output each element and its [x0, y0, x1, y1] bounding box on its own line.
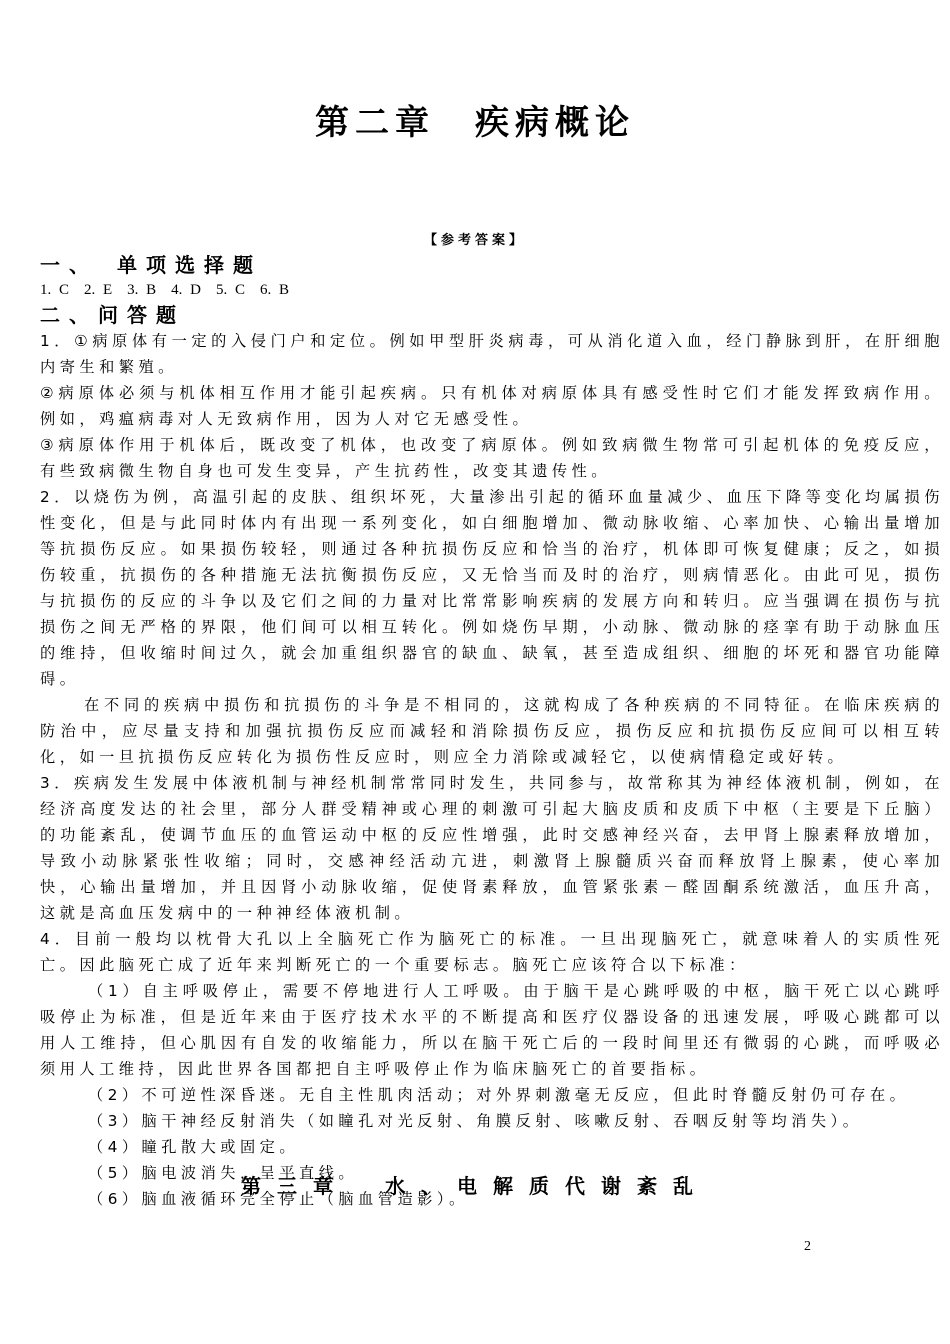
answer-paragraph: ③病原体作用于机体后，既改变了机体，也改变了病原体。例如致病微生物常可引起机体的免疫反应，有些致病微生物自身也可发生变异，产生抗药性，改变其遗传性。: [40, 436, 944, 480]
section-heading-single-choice: 一、 单项选择题: [40, 253, 262, 277]
criteria-item: （4）瞳孔散大或固定。: [88, 1138, 300, 1156]
criteria-item: （1）自主呼吸停止，需要不停地进行人工呼吸。由于脑干是心跳呼吸的中枢，脑干死亡以心跳呼吸停止为标准，但是近年来由于医疗技术水平的不断提高和医疗仪器设备的迅速发展，呼吸心跳都可以用人工维持，但心肌因有自发的收缩能力，所以在脑干死亡后的一段时间里还有微弱的心跳，而呼吸必须用人工维持，因此世界各国都把自主呼吸停止作为临床脑死亡的首要指标。: [40, 982, 944, 1078]
criteria-item: （5）脑电波消失，呈平直线。: [88, 1164, 359, 1182]
answer-paragraph: 3．疾病发生发展中体液机制与神经机制常常同时发生，共同参与，故常称其为神经体液机制，例如，在经济高度发达的社会里，部分人群受精神或心理的刺激可引起大脑皮质和皮质下中枢（主要是下丘脑）的功能紊乱，使调节血压的血管运动中枢的反应性增强，此时交感神经兴奋，去甲肾上腺素释放增加，导致小动脉紧张性收缩；同时，交感神经活动亢进，刺激肾上腺髓质兴奋而释放肾上腺素，使心率加快，心输出量增加，并且因肾小动脉收缩，促使肾素释放，血管紧张素－醛固酮系统激活，血压升高，这就是高血压发病中的一种神经体液机制。: [40, 774, 944, 922]
criteria-item: （2）不可逆性深昏迷。无自主性肌肉活动；对外界刺激毫无反应，但此时脊髓反射仍可存在。: [88, 1086, 910, 1104]
single-choice-answers: 1. C 2. E 3. B 4. D 5. C 6. B: [40, 282, 290, 298]
criteria-item: （3）脑干神经反射消失（如瞳孔对光反射、角膜反射、咳嗽反射、吞咽反射等均消失）。: [88, 1112, 863, 1130]
next-chapter-title: 第三章 水、电解质代谢紊乱: [241, 1174, 709, 1198]
page-number: 2: [804, 1239, 811, 1254]
answer-paragraph: 1．①病原体有一定的入侵门户和定位。例如甲型肝炎病毒，可从消化道入血，经门静脉到肝，在肝细胞内寄生和繁殖。: [40, 332, 944, 376]
answer-paragraph: 2．以烧伤为例，高温引起的皮肤、组织坏死，大量渗出引起的循环血量减少、血压下降等变化均属损伤性变化，但是与此同时体内有出现一系列变化，如白细胞增加、微动脉收缩、心率加快、心输出量增加等抗损伤反应。如果损伤较轻，则通过各种抗损伤反应和恰当的治疗，机体即可恢复健康；反之，如损伤较重，抗损伤的各种措施无法抗衡损伤反应，又无恰当而及时的治疗，则病情恶化。由此可见，损伤与抗损伤的反应的斗争以及它们之间的力量对比常常影响疾病的发展方向和转归。应当强调在损伤与抗损伤之间无严格的界限，他们间可以相互转化。例如烧伤早期，小动脉、微动脉的痉挛有助于动脉血压的维持，但收缩时间过久，就会加重组织器官的缺血、缺氧，甚至造成组织、细胞的坏死和器官功能障碍。: [40, 488, 944, 688]
answer-paragraph: 4．目前一般均以枕骨大孔以上全脑死亡作为脑死亡的标准。一旦出现脑死亡，就意味着人的实质性死亡。因此脑死亡成了近年来判断死亡的一个重要标志。脑死亡应该符合以下标准：: [40, 930, 944, 974]
reference-answer-heading: 【参考答案】: [423, 233, 526, 248]
answer-body: [40, 328, 944, 1212]
section-heading-questions: 二、问答题: [40, 303, 185, 327]
criteria-item: （6）脑血液循环完全停止（脑血管造影）。: [88, 1190, 469, 1208]
answer-paragraph: 在不同的疾病中损伤和抗损伤的斗争是不相同的，这就构成了各种疾病的不同特征。在临床疾病的防治中，应尽量支持和加强抗损伤反应而减轻和消除损伤反应，损伤反应和抗损伤反应间可以相互转化，如一旦抗损伤反应转化为损伤性反应时，则应全力消除或减轻它，以使病情稳定或好转。: [40, 696, 944, 766]
chapter-title: 第二章 疾病概论: [315, 103, 635, 143]
answer-paragraph: ②病原体必须与机体相互作用才能引起疾病。只有机体对病原体具有感受性时它们才能发挥致病作用。例如，鸡瘟病毒对人无致病作用，因为人对它无感受性。: [40, 384, 944, 428]
